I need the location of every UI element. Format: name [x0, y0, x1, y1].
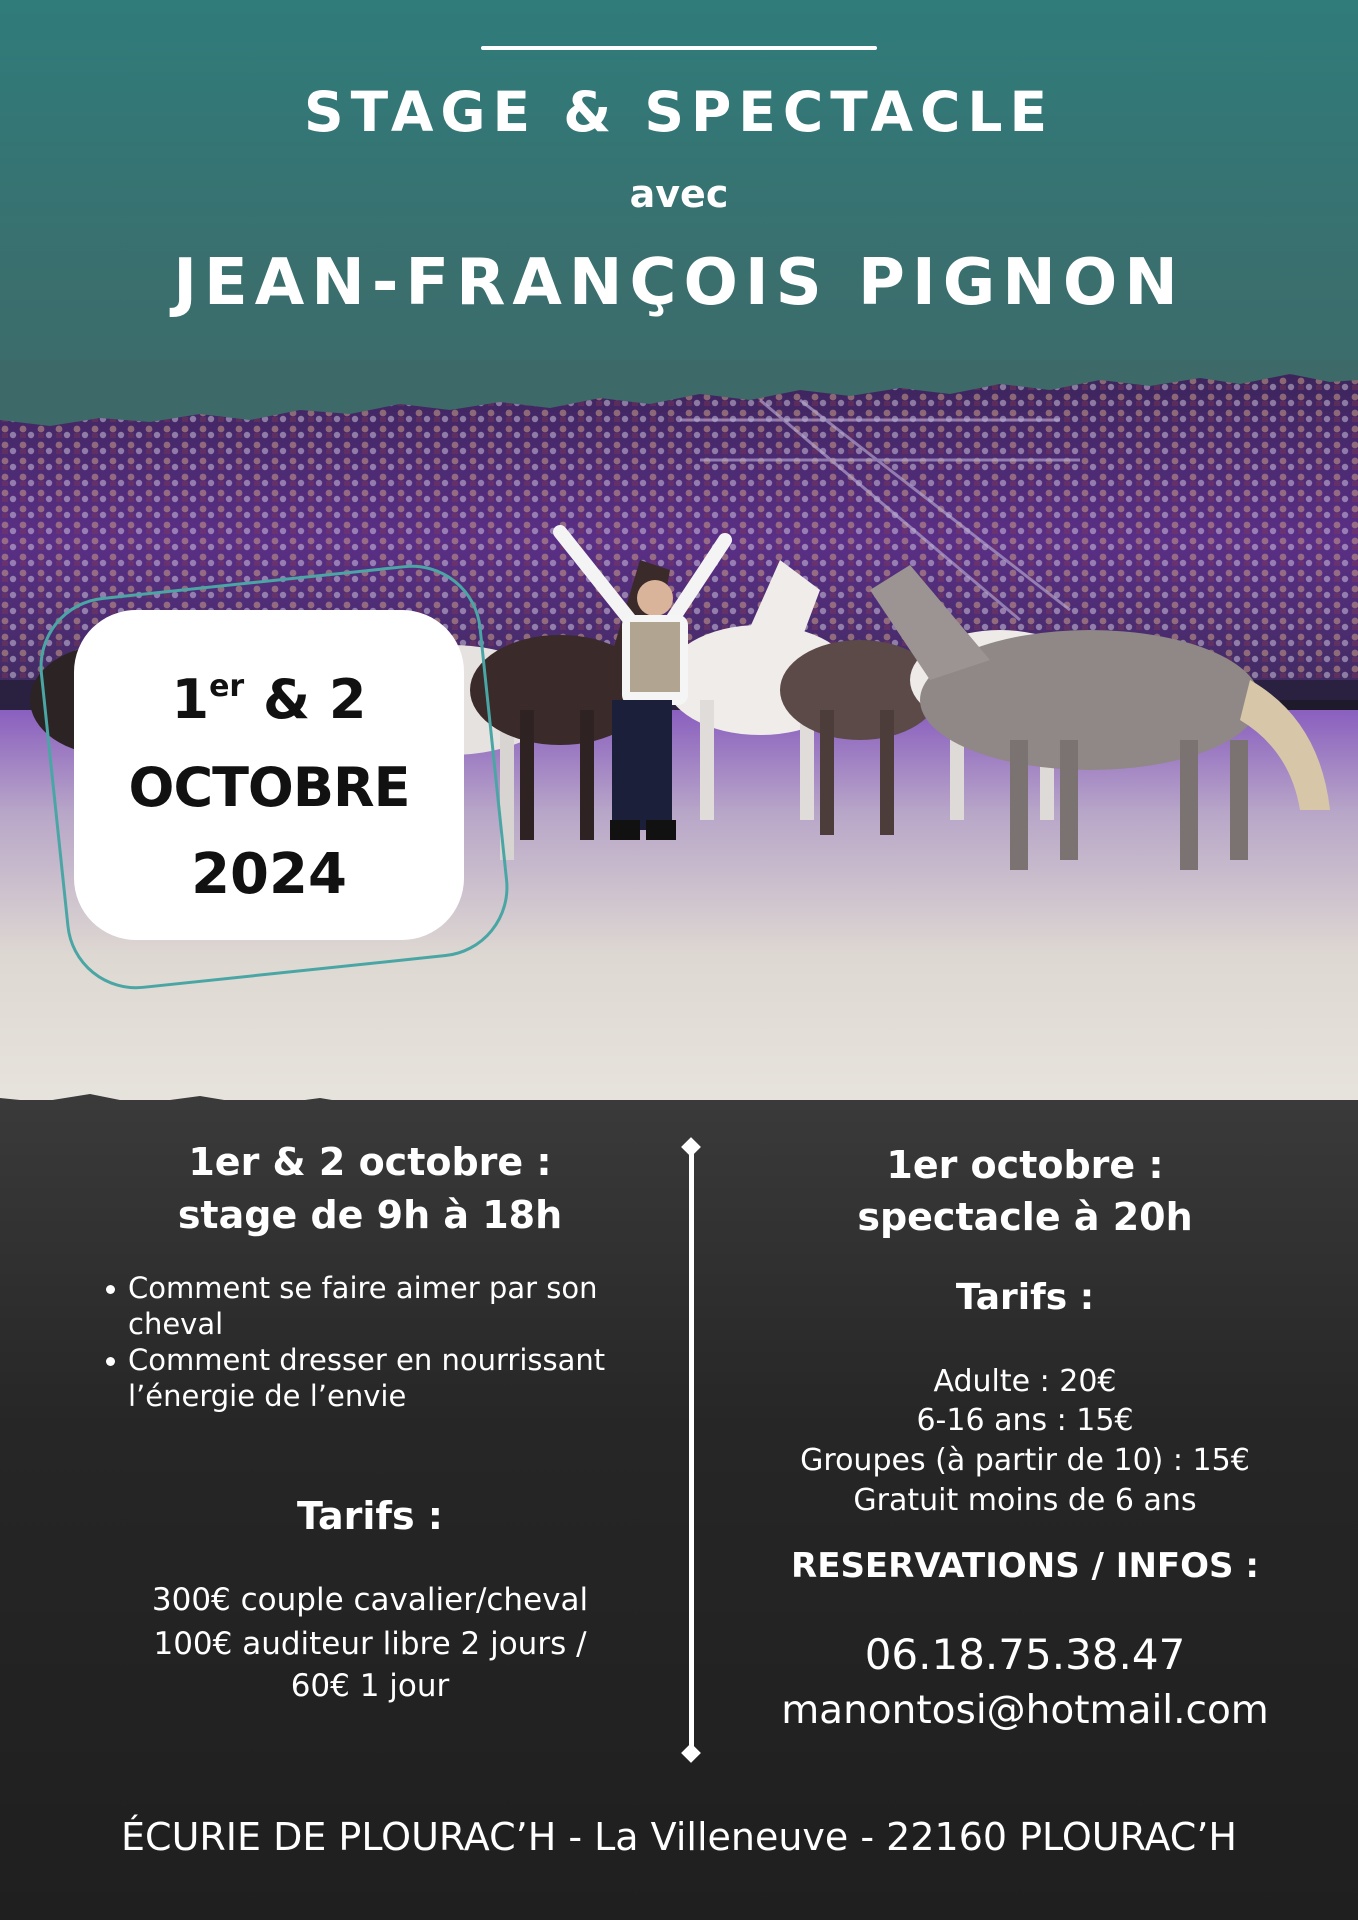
- date-days: [74, 668, 464, 731]
- stage-price-line: 100€ auditeur libre 2 jours /: [153, 1626, 587, 1662]
- date-card: [74, 610, 464, 940]
- stage-topics-list: [100, 1270, 660, 1414]
- show-price-line: Gratuit moins de 6 ans: [853, 1483, 1197, 1518]
- date-year: 2024: [191, 842, 347, 907]
- contact-email[interactable]: manontosi@hotmail.com: [781, 1688, 1269, 1733]
- header-rule-top: [481, 46, 877, 50]
- stage-heading-hours: stage de 9h à 18h: [177, 1193, 563, 1237]
- date-first-day-suffix: er: [209, 669, 245, 704]
- stage-tarifs-label: Tarifs :: [296, 1494, 443, 1538]
- stage-topic-item: Comment dresser en nourrissant l’énergie de l’envie: [100, 1342, 660, 1414]
- contact-phone[interactable]: 06.18.75.38.47: [864, 1630, 1186, 1679]
- stage-heading-dates: 1er & 2 octobre :: [188, 1140, 552, 1184]
- venue-address: ÉCURIE DE PLOURAC’H - La Villeneuve - 22160 PLOURAC’H: [121, 1815, 1237, 1859]
- show-price-line: 6-16 ans : 15€: [916, 1403, 1134, 1438]
- stage-price-line: 300€ couple cavalier/cheval: [151, 1582, 589, 1618]
- show-tarifs-label: Tarifs :: [955, 1277, 1095, 1318]
- show-heading-date: 1er octobre :: [886, 1143, 1164, 1187]
- show-heading-time: spectacle à 20h: [857, 1195, 1193, 1239]
- column-divider: [689, 1146, 694, 1752]
- stage-topic-item: Comment se faire aimer par son cheval: [100, 1270, 660, 1342]
- stage-price-line: 60€ 1 jour: [290, 1668, 450, 1704]
- performer-name: JEAN-FRANÇOIS PIGNON: [173, 246, 1185, 320]
- date-first-day: 1: [171, 668, 210, 731]
- date-month: OCTOBRE: [128, 756, 410, 819]
- show-price-line: Groupes (à partir de 10) : 15€: [800, 1443, 1250, 1478]
- reservations-label: RESERVATIONS / INFOS :: [791, 1546, 1259, 1586]
- event-subtitle: avec: [629, 172, 729, 216]
- event-title: STAGE & SPECTACLE: [303, 80, 1055, 144]
- show-price-line: Adulte : 20€: [933, 1364, 1117, 1399]
- date-second-day: & 2: [244, 668, 367, 731]
